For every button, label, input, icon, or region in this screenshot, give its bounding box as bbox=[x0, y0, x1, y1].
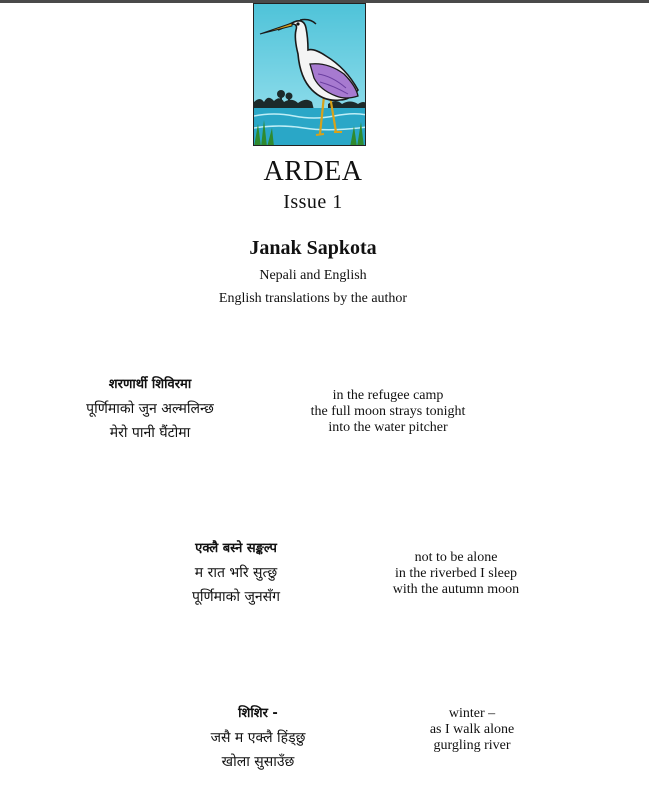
poem-3-english-line-1: winter – bbox=[448, 706, 496, 721]
poem-1-nepali-line-1: शरणार्थी शिविरमा bbox=[108, 377, 192, 392]
translation-note: English translations by the author bbox=[218, 291, 408, 306]
poem-2-nepali-line-2: म रात भरि सुत्छु bbox=[194, 565, 278, 581]
poem-2-english-line-3: with the autumn moon bbox=[392, 582, 520, 597]
heron-illustration-icon bbox=[253, 3, 366, 146]
poem-1-english-line-1: in the refugee camp bbox=[332, 388, 444, 403]
poem-3-english bbox=[412, 706, 532, 754]
poem-3-nepali-line-3: खोला सुसाउँछ bbox=[221, 754, 295, 770]
poem-2-english bbox=[376, 550, 536, 598]
poem-1-nepali-line-2: पूर्णिमाको जुन अल्मलिन्छ bbox=[86, 401, 214, 417]
poem-1-nepali-line-3: मेरो पानी घैंटोमा bbox=[109, 425, 191, 441]
journal-title: ARDEA bbox=[263, 156, 363, 187]
poem-1-english-line-3: into the water pitcher bbox=[328, 420, 448, 435]
poem-1-english bbox=[298, 388, 478, 436]
poem-2-english-line-2: in the riverbed I sleep bbox=[394, 566, 518, 581]
poem-2-english-line-1: not to be alone bbox=[414, 550, 498, 565]
poem-3-nepali bbox=[178, 702, 338, 774]
languages-note: Nepali and English bbox=[259, 268, 367, 283]
poem-3-english-line-3: gurgling river bbox=[433, 738, 511, 753]
poem-1-english-line-2: the full moon strays tonight bbox=[310, 404, 466, 419]
author-name: Janak Sapkota bbox=[249, 237, 377, 259]
poem-2-nepali-line-3: पूर्णिमाको जुनसँग bbox=[191, 589, 281, 605]
poem-3-nepali-line-1: शिशिर - bbox=[238, 706, 278, 721]
poem-3-nepali-line-2: जसै म एक्लै हिंड्छु bbox=[210, 730, 306, 746]
poem-2-nepali-line-1: एक्लै बस्ने सङ्कल्प bbox=[195, 541, 277, 556]
issue-number: Issue 1 bbox=[283, 191, 343, 213]
poem-3-english-line-2: as I walk alone bbox=[429, 722, 515, 737]
poem-1-nepali bbox=[70, 373, 230, 445]
poem-2-nepali bbox=[156, 537, 316, 609]
